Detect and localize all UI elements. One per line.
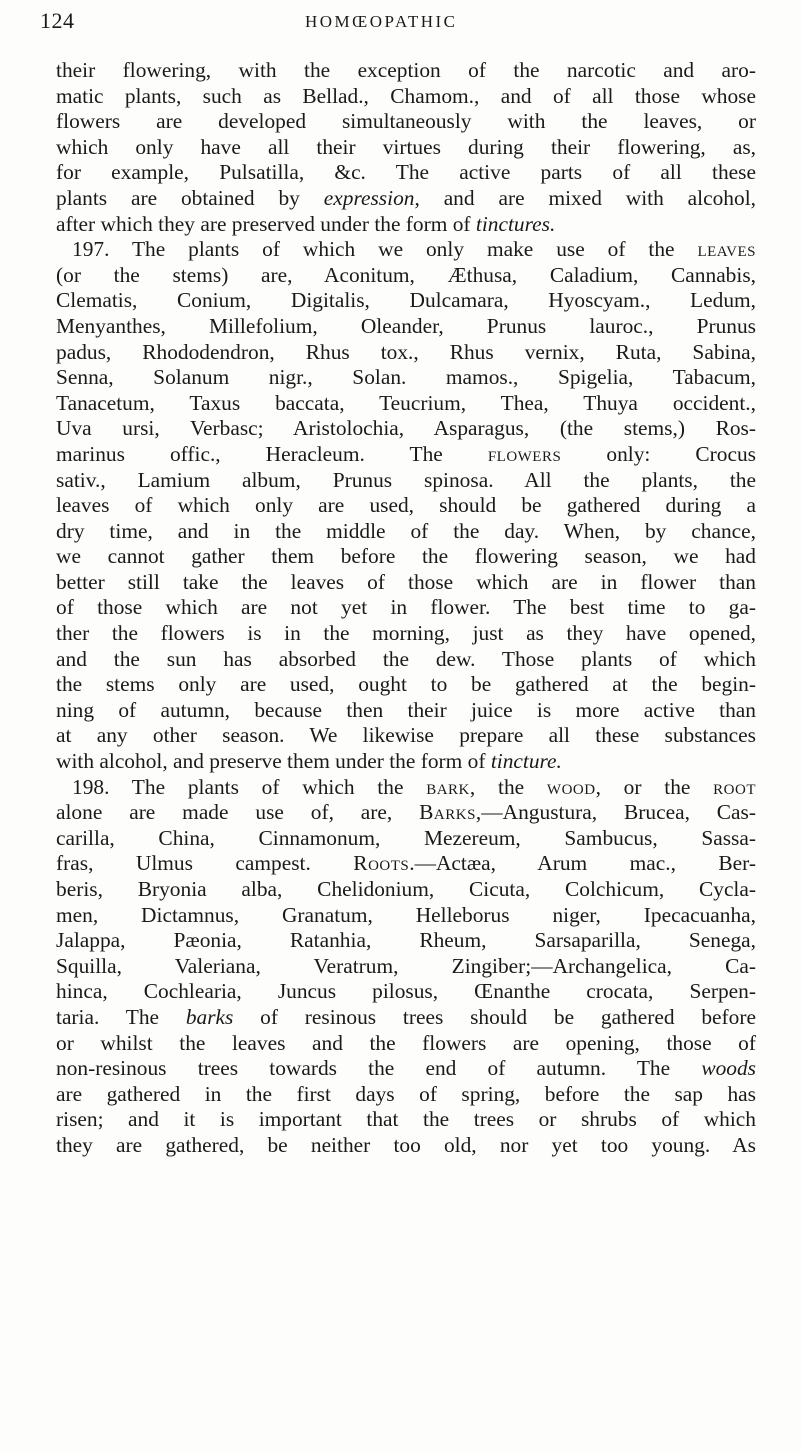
page-header [40, 8, 760, 38]
text-segment: better still take the leaves of those which are in flower than [56, 569, 756, 594]
text-segment: non-resinous trees towards the end of autumn. The [56, 1056, 702, 1081]
text-line [56, 340, 756, 366]
italic-text: woods [701, 1056, 756, 1081]
italic-text: tinctures. [475, 211, 556, 236]
text-line [56, 800, 756, 826]
text-line [56, 416, 756, 442]
page-number: 124 [40, 8, 75, 33]
text-segment: or whilst the leaves and the flowers are opening, those of [56, 1030, 756, 1055]
text-line [56, 288, 756, 314]
text-segment: ,—Angustura, Brucea, Cas- [475, 800, 756, 825]
text-segment: for example, Pulsatilla, &c. The active parts of all these [56, 160, 756, 185]
body-text [56, 58, 756, 1159]
text-segment: are gathered in the first days of spring, before the sap has [56, 1081, 756, 1106]
italic-text: barks [185, 1004, 234, 1029]
text-segment: Menyanthes, Millefolium, Oleander, Prunus lauroc., Prunus [56, 313, 756, 338]
text-segment: ning of autumn, because then their juice is more active than [56, 697, 756, 722]
text-segment: 197. The plants of which we only make use of the [72, 237, 698, 262]
text-line [56, 84, 756, 110]
text-line [56, 212, 756, 238]
text-line [56, 928, 756, 954]
text-segment: of those which are not yet in flower. The best time to ga- [56, 595, 756, 620]
text-segment: , or the [595, 774, 714, 799]
text-segment: of resinous trees should be gathered before [233, 1004, 756, 1029]
text-segment: and the sun has absorbed the dew. Those plants of which [56, 646, 756, 671]
text-line [56, 365, 756, 391]
text-line [56, 851, 756, 877]
text-segment: men, Dictamnus, Granatum, Helleborus niger, Ipecacuanha, [56, 902, 756, 927]
running-title: HOMŒOPATHIC [305, 12, 458, 31]
small-caps-text: root [713, 774, 756, 799]
text-segment: risen; and it is important that the trees or shrubs of which [56, 1107, 756, 1132]
text-line [56, 775, 756, 801]
text-segment: they are gathered, be neither too old, nor yet too young. As [56, 1132, 756, 1157]
text-segment: Jalappa, Pæonia, Ratanhia, Rheum, Sarsaparilla, Senega, [56, 928, 756, 953]
text-line [56, 1107, 756, 1133]
text-line [56, 595, 756, 621]
small-caps-text: Barks [419, 800, 476, 825]
text-segment: , the [469, 774, 547, 799]
text-line [56, 698, 756, 724]
text-segment: which only have all their virtues during their flowering, as, [56, 134, 756, 159]
text-line [56, 314, 756, 340]
text-line [56, 647, 756, 673]
text-segment: the stems only are used, ought to be gathered at the begin- [56, 672, 756, 697]
text-segment: taria. The [56, 1004, 186, 1029]
text-line [56, 135, 756, 161]
text-segment: we cannot gather them before the flowering season, we had [56, 544, 756, 569]
text-line [56, 903, 756, 929]
text-line [56, 826, 756, 852]
text-segment: fras, Ulmus campest. [56, 851, 354, 876]
text-line [56, 160, 756, 186]
text-segment: only: Crocus [561, 441, 756, 466]
text-line [56, 468, 756, 494]
text-line [56, 493, 756, 519]
text-segment: .—Actæa, Arum mac., Ber- [409, 851, 756, 876]
text-line [56, 1082, 756, 1108]
italic-text: expression [323, 185, 415, 210]
text-segment: with alcohol, and preserve them under the form of [56, 749, 491, 774]
text-segment: 198. The plants of which the [72, 774, 427, 799]
text-segment: alone are made use of, are, [56, 800, 420, 825]
text-line [56, 672, 756, 698]
text-segment: leaves of which only are used, should be gathered during a [56, 493, 756, 518]
text-segment: their flowering, with the exception of the narcotic and aro- [56, 58, 756, 82]
text-segment: flowers are developed simultaneously with the leaves, or [56, 109, 756, 134]
text-line [56, 442, 756, 468]
text-segment: matic plants, such as Bellad., Chamom., and of all those whose [56, 83, 756, 108]
text-segment: Tanacetum, Taxus baccata, Teucrium, Thea, Thuya occident., [56, 390, 756, 415]
text-line [56, 237, 756, 263]
text-line [56, 519, 756, 545]
text-segment: plants are obtained by [56, 185, 324, 210]
text-line [56, 877, 756, 903]
text-line [56, 1031, 756, 1057]
text-line [56, 723, 756, 749]
text-segment: Squilla, Valeriana, Veratrum, Zingiber;—Archangelica, Ca- [56, 953, 756, 978]
text-segment: at any other season. We likewise prepare all these substances [56, 723, 756, 748]
text-line [56, 954, 756, 980]
text-line [56, 1005, 756, 1031]
small-caps-text: wood [546, 774, 596, 799]
text-segment: ther the flowers is in the morning, just as they have opened, [56, 621, 756, 646]
text-segment: Senna, Solanum nigr., Solan. mamos., Spigelia, Tabacum, [56, 365, 756, 390]
text-line [56, 749, 756, 775]
text-segment: (or the stems) are, Aconitum, Æthusa, Caladium, Cannabis, [56, 262, 756, 287]
text-line [56, 58, 756, 84]
small-caps-text: flowers [487, 441, 562, 466]
text-segment: carilla, China, Cinnamonum, Mezereum, Sambucus, Sassa- [56, 825, 756, 850]
text-line [56, 570, 756, 596]
text-segment: beris, Bryonia alba, Chelidonium, Cicuta, Colchicum, Cycla- [56, 877, 756, 901]
text-segment: after which they are preserved under the form of [56, 211, 476, 236]
text-segment: dry time, and in the middle of the day. When, by chance, [56, 518, 756, 543]
text-line [56, 109, 756, 135]
text-segment: Clematis, Conium, Digitalis, Dulcamara, Hyoscyam., Ledum, [56, 288, 756, 313]
text-line [56, 1133, 756, 1159]
text-line [56, 621, 756, 647]
text-segment: padus, Rhododendron, Rhus tox., Rhus vernix, Ruta, Sabina, [56, 339, 756, 364]
text-line [56, 263, 756, 289]
small-caps-text: bark [426, 774, 470, 799]
small-caps-text: leaves [697, 237, 756, 262]
text-line [56, 544, 756, 570]
text-line [56, 1056, 756, 1082]
text-line [56, 186, 756, 212]
text-line [56, 391, 756, 417]
text-segment: , and are mixed with alcohol, [414, 185, 756, 210]
italic-text: tincture. [490, 749, 562, 774]
text-segment: marinus offic., Heracleum. The [56, 441, 488, 466]
small-caps-text: Roots [353, 851, 410, 876]
text-line [56, 979, 756, 1005]
text-segment: hinca, Cochlearia, Juncus pilosus, Œnanthe crocata, Serpen- [56, 979, 756, 1004]
text-segment: sativ., Lamium album, Prunus spinosa. All the plants, the [56, 467, 756, 492]
text-segment: Uva ursi, Verbasc; Aristolochia, Asparagus, (the stems,) Ros- [56, 416, 756, 441]
